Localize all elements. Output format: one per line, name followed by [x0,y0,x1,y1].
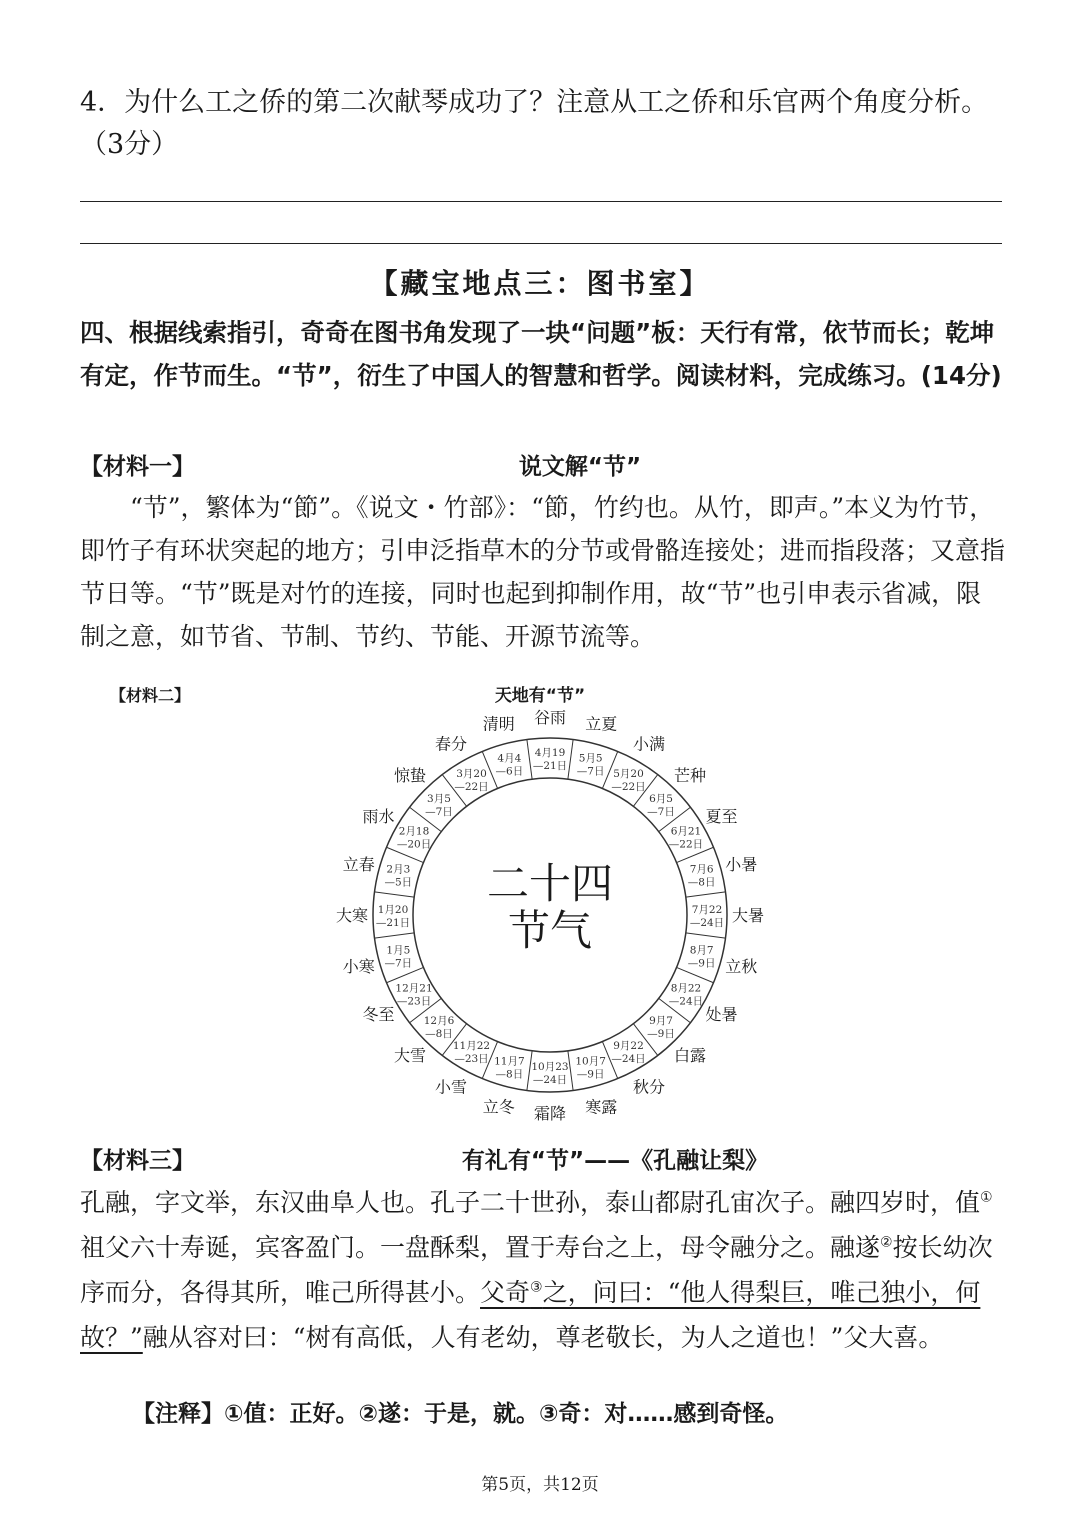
term-name: 小暑 [725,854,758,874]
term-date: 6月5 [649,792,673,805]
term-date: 3月5 [427,792,451,805]
term-range: —5日 [384,876,413,889]
term-name: 立秋 [725,957,758,977]
term-range: —21日 [375,917,411,929]
term-range: —7日 [384,957,413,970]
term-range: —21日 [532,760,568,772]
wheel-divider [686,892,726,897]
wheel-divider [677,967,714,982]
term-name: 小寒 [342,957,375,977]
term-name: 秋分 [632,1077,666,1097]
material2-label: 【材料二】 [110,686,191,705]
term-range: —24日 [668,995,704,1008]
term-date: 9月7 [649,1015,673,1028]
term-date: 10月7 [575,1055,606,1068]
material1-label: 【材料一】 [80,454,195,480]
term-date: 8月7 [689,944,714,957]
term-date: 4月4 [497,752,522,765]
term-date: 11月22 [452,1039,491,1052]
term-name: 立冬 [482,1097,515,1117]
term-range: —9日 [576,1068,605,1081]
term-name: 大暑 [731,906,765,925]
term-name: 雨水 [362,807,395,826]
term-date: 12月6 [423,1015,455,1028]
term-range: —7日 [647,805,675,818]
term-range: —20日 [396,838,432,851]
term-name: 夏至 [705,807,738,826]
term-name: 大寒 [335,906,369,925]
term-range: —22日 [454,781,489,794]
term-name: 春分 [434,734,468,754]
term-range: —8日 [425,1028,453,1041]
note-marker-2: ② [880,1234,893,1251]
question-prompt: 四、根据线索指引，奇奇在图书角发现了一块“问题”板：天行有常，依节而长；乾坤有定，作节而生。“节”，衍生了中国人的智慧和哲学。阅读材料，完成练习。(14分) [80,318,1002,390]
term-range: —22日 [668,838,704,851]
term-date: 11月7 [494,1055,525,1068]
annotation-notes: 【注释】①值：正好。②遂：于是，就。③奇：对……感到奇怪。 [132,1401,789,1427]
underlined-text-1: 父奇 [480,1278,531,1307]
term-range: —23日 [454,1052,489,1065]
wheel-divider [375,933,415,938]
term-name: 谷雨 [533,708,567,727]
section-title: 【藏宝地点三：图书室】 [369,267,711,300]
term-range: —7日 [425,805,453,818]
note-marker-1: ① [980,1189,993,1206]
term-date: 2月3 [386,863,411,876]
answer-line-1 [80,201,1002,202]
term-date: 8月22 [670,982,702,995]
answer-line-2 [80,243,1002,244]
page-footer: 第5页，共12页 [481,1475,599,1495]
wheel-divider [568,1051,573,1091]
term-name: 小雪 [434,1077,468,1097]
term-name: 大雪 [393,1046,427,1066]
term-name: 小满 [632,734,666,754]
term-date: 7月22 [691,904,723,916]
term-range: —23日 [396,995,432,1008]
note-marker-3: ③ [530,1279,543,1296]
material3-title: 有礼有“节”——《孔融让梨》 [461,1148,769,1174]
term-date: 4月19 [534,747,566,759]
question-4: 4．为什么工之侨的第二次献琴成功了？注意从工之侨和乐官两个角度分析。（3分） [80,87,989,160]
wheel-center-line2: 节气 [507,906,593,955]
term-date: 12月21 [395,982,433,995]
term-range: —6日 [495,765,524,778]
material3-body [80,1180,1005,1360]
term-name: 芒种 [673,765,707,785]
term-range: —22日 [611,781,646,794]
term-name: 寒露 [585,1097,618,1117]
material1-body: “节”，繁体为“節”。《说文・竹部》：“節，竹约也。从竹，即声。”本义为竹节，即竹子有环状突起的地方；引申泛指草木的分节或骨骼连接处；进而指段落；又意指节日等。“节”既是对竹的连接，同时也起到抑制作用，故“节”也引申表示省减，限制之意，如节省、节制、节约、节能、开源节流等。 [80,493,1006,651]
material1-title: 说文解“节” [518,454,642,480]
wheel-divider [386,967,423,982]
term-date: 2月18 [398,825,430,838]
term-range: —9日 [647,1028,675,1041]
term-date: 1月5 [386,944,411,957]
term-range: —24日 [532,1074,568,1086]
wheel-divider [527,740,532,780]
term-date: 10月23 [531,1061,569,1073]
term-range: —24日 [689,917,725,929]
term-name: 冬至 [362,1005,395,1024]
material3-text-1: 孔融，字文举，东汉曲阜人也。孔子二十世孙，泰山都尉孔宙次子。融四岁时，值 [80,1188,981,1217]
wheel-divider [568,740,573,780]
term-name: 白露 [673,1046,707,1066]
term-range: —9日 [687,957,716,970]
term-name: 立春 [342,854,375,874]
material2-title: 天地有“节” [494,686,586,706]
term-range: —24日 [611,1052,646,1065]
term-date: 5月5 [578,752,603,765]
term-range: —7日 [576,765,605,778]
wheel-divider [686,933,726,938]
solar-terms-wheel [320,700,765,1123]
term-date: 5月20 [613,768,644,781]
material3-text-3: 按长幼次序而分，各得其所，唯己所得甚小。 [80,1233,993,1307]
term-name: 惊蛰 [393,765,427,785]
term-date: 7月6 [689,863,714,876]
term-name: 立夏 [585,714,618,734]
material3-text-4: 融从容对曰：“树有高低，人有老幼，尊老敬长，为人之道也！”父大喜。 [142,1323,944,1352]
underlined-text-2: 之，问曰：“他人得梨巨，唯己独小，何故？” [80,1278,981,1352]
material3-text-2: 祖父六十寿诞，宾客盈门。一盘酥梨，置于寿台之上，母令融分之。融遂 [80,1233,881,1262]
term-name: 清明 [482,714,515,734]
term-name: 霜降 [533,1104,567,1123]
term-name: 处暑 [705,1005,738,1024]
term-date: 9月22 [613,1039,644,1052]
term-date: 1月20 [377,904,409,916]
wheel-center-line1: 二十四 [486,859,614,908]
wheel-divider [375,892,415,897]
term-range: —8日 [687,876,716,889]
term-range: —8日 [495,1068,524,1081]
material3-label: 【材料三】 [80,1148,195,1174]
term-date: 3月20 [456,768,487,781]
term-date: 6月21 [670,825,702,838]
